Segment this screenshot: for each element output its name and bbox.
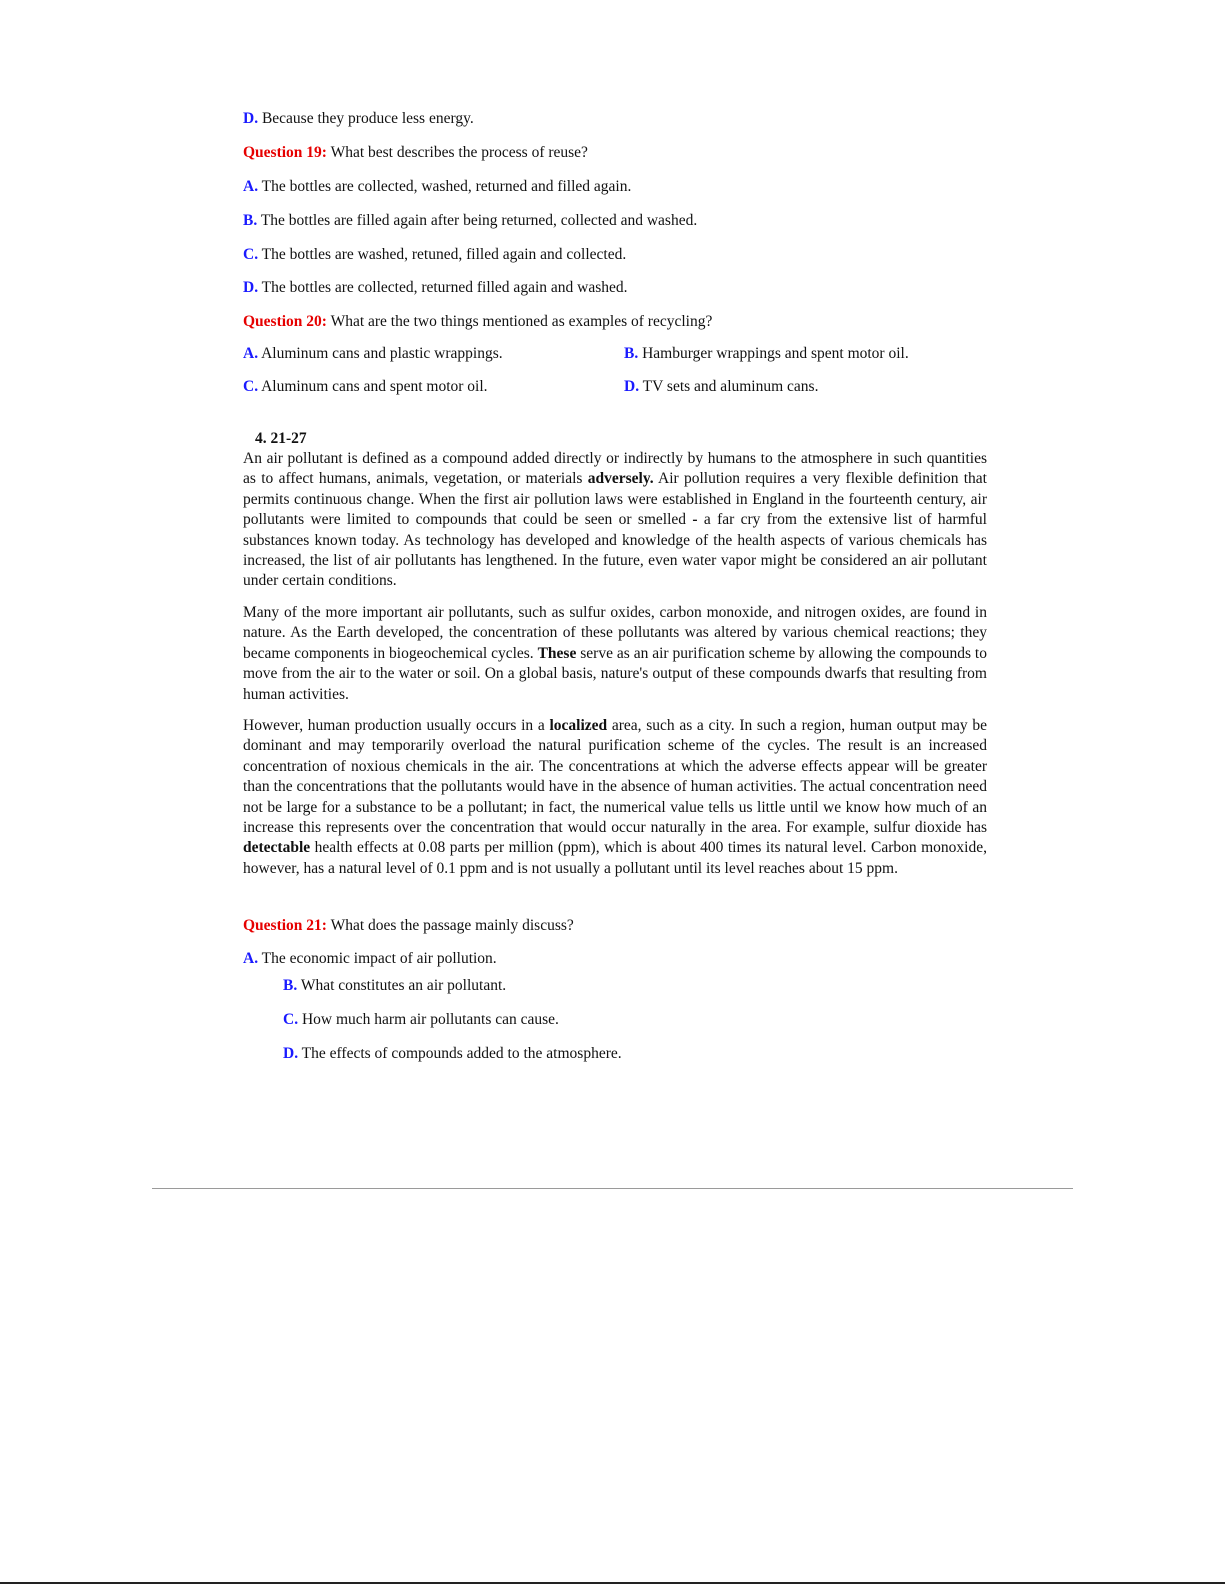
option-label: A.: [243, 178, 259, 195]
paragraph-text: health effects at 0.08 parts per million (ppm), which is about 400 times its natural level. Carbon monoxide, however, has a natural level of 0.1 ppm and is not usually a pollutant until its level reaches about 15 ppm.: [243, 839, 987, 877]
q19-option-a: [243, 177, 631, 197]
question-19: [243, 143, 588, 163]
option-label: A.: [243, 950, 259, 967]
page-divider: [152, 1188, 1073, 1189]
bold-word: These: [537, 644, 577, 662]
option-text: The bottles are filled again after being returned, collected and washed.: [257, 212, 698, 229]
q19-option-d: [243, 278, 628, 298]
option-label: B.: [283, 977, 298, 994]
option-label: C.: [243, 378, 259, 395]
option-label: D.: [243, 279, 259, 296]
q20-option-d: [624, 377, 818, 397]
paragraph-text: serve as an air purification scheme by allowing the compounds to move from the air to the water or soil. On a global basis, nature's output of these compounds dwarfs that resulting from human activities.: [243, 644, 987, 703]
option-text: The economic impact of air pollution.: [258, 950, 497, 967]
bold-word: adversely.: [587, 470, 654, 488]
q20-option-a: [243, 344, 503, 364]
paragraph-text: Air pollution requires a very flexible definition that permits continuous change. When the first air pollution laws were established in England in the fourteenth century, air pollutants were limited to compounds that could be seen or smelled: [243, 470, 987, 529]
q20-option-c: [243, 377, 488, 397]
bold-word: localized: [549, 717, 608, 734]
option-text: The bottles are collected, returned filled again and washed.: [258, 279, 628, 296]
question-20: [243, 312, 712, 332]
option-text: Aluminum cans and plastic wrappings.: [258, 345, 503, 362]
paragraph-text: area, such as a city. In such a region, human output may be dominant and may temporarily overload the natural purification scheme of the cycles. The result is an increased concentration of noxious chemicals in the air. The concentrations at which the adverse effects appear will be greater than the concentrations that the pollutants would have in the absence of human activities. The actual concentration need not be large for a substance to be a pollutant; in fact, the numerical value tells us little until we know how much of an increase this represents over the concentration that would occur naturally in the area. For example, sulfur dioxide has: [243, 717, 987, 837]
option-text: Aluminum cans and spent motor oil.: [258, 378, 488, 395]
page-bottom-edge: [0, 1582, 1225, 1584]
passage-paragraph-3: [243, 716, 987, 879]
q18-option-d: [243, 109, 474, 129]
q21-option-b: [283, 976, 506, 996]
paragraph-text: However, human production usually occurs in a: [243, 717, 550, 734]
option-text: TV sets and aluminum cans.: [639, 378, 819, 395]
option-text: What constitutes an air pollutant.: [297, 977, 507, 994]
question-21: [243, 916, 574, 936]
option-text: Because they produce less energy.: [258, 110, 474, 127]
paragraph-text: An air pollutant is defined as a compound added directly or indirectly by humans to the atmosphere in such quantities as to affect humans, animals, vegetation, or materials: [243, 450, 987, 488]
q19-option-c: [243, 245, 626, 265]
q21-option-a: [243, 949, 497, 969]
passage-title: 4. 21-27: [255, 430, 307, 447]
question-text: What best describes the process of reuse?: [326, 144, 588, 161]
option-label: A.: [243, 345, 259, 362]
passage-paragraph-1: [243, 449, 987, 592]
option-label: D.: [243, 110, 259, 127]
option-text: The bottles are collected, washed, returned and filled again.: [258, 178, 632, 195]
option-label: D.: [624, 378, 640, 395]
question-text: What are the two things mentioned as examples of recycling?: [326, 313, 713, 330]
bold-dash: -: [692, 511, 698, 529]
option-text: How much harm air pollutants can cause.: [298, 1011, 559, 1028]
q21-option-c: [283, 1010, 559, 1030]
option-label: B.: [243, 212, 258, 229]
q21-option-d: [283, 1044, 622, 1064]
option-label: B.: [624, 345, 639, 362]
option-label: C.: [243, 246, 259, 263]
option-text: The bottles are washed, retuned, filled again and collected.: [258, 246, 627, 263]
paragraph-text: a far cry from the extensive list of harmful substances known today. As technology has developed and knowledge of the health aspects of various chemicals has increased, the list of air pollutants has lengthened. In the future, even water vapor might be considered an air pollutant under certain conditions.: [243, 511, 987, 590]
question-text: What does the passage mainly discuss?: [326, 917, 574, 934]
option-label: D.: [283, 1045, 299, 1062]
question-label: Question 19:: [243, 144, 327, 161]
option-text: The effects of compounds added to the atmosphere.: [298, 1045, 622, 1062]
option-label: C.: [283, 1011, 299, 1028]
paragraph-text: Many of the more important air pollutants, such as sulfur oxides, carbon monoxide, and nitrogen oxides, are found in nature. As the Earth developed, the concentration of these pollutants was altered by various chemical reactions; they became components in biogeochemical cycles.: [243, 604, 987, 662]
option-text: Hamburger wrappings and spent motor oil.: [638, 345, 909, 362]
q20-option-b: [624, 344, 909, 364]
passage-paragraph-2: [243, 603, 987, 705]
question-label: Question 20:: [243, 313, 327, 330]
q19-option-b: [243, 211, 697, 231]
question-label: Question 21:: [243, 917, 327, 934]
bold-word: detectable: [243, 839, 311, 857]
